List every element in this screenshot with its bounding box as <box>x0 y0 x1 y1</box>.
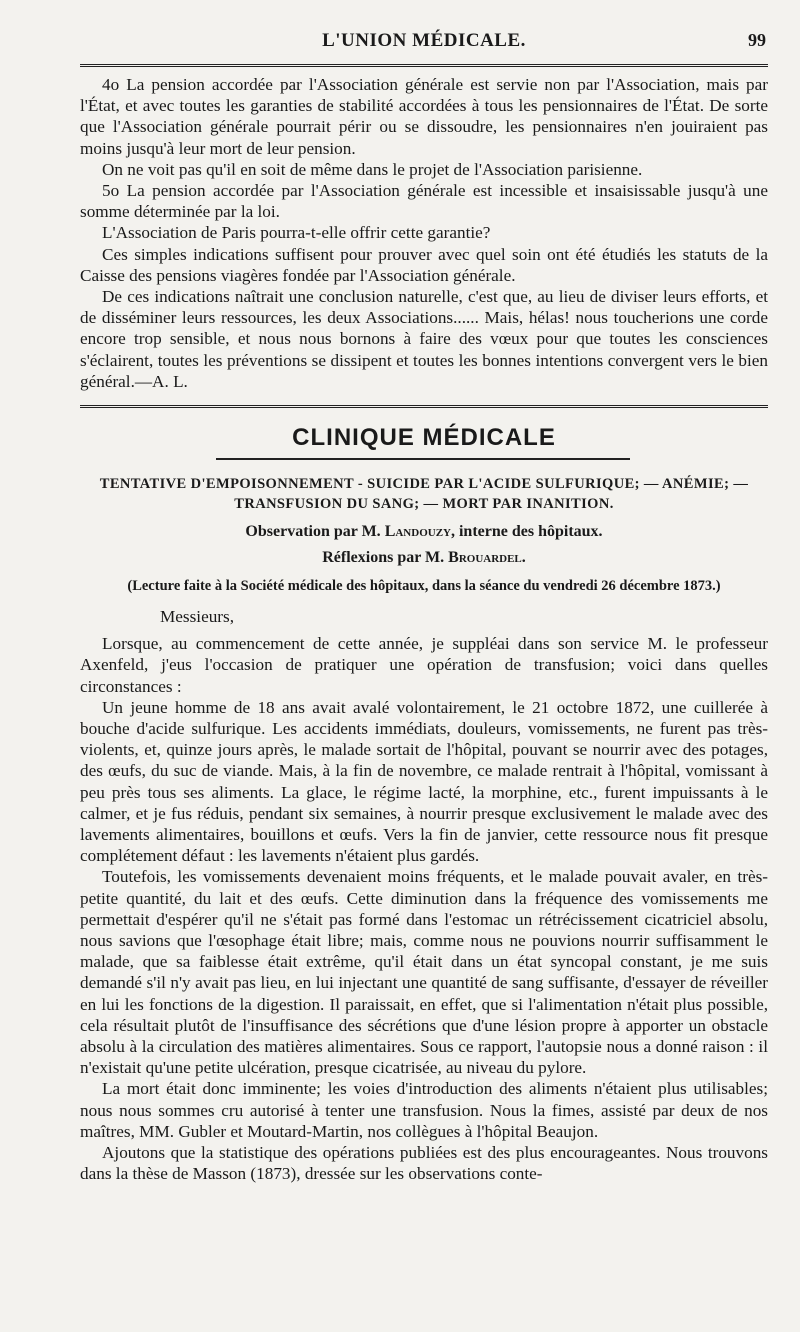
salutation: Messieurs, <box>160 607 234 626</box>
observation-prefix: Observation par M. <box>245 523 381 540</box>
reflexions-credit <box>80 548 768 568</box>
body-paragraph-5: Ajoutons que la statistique des opérations publiées est des plus encourageantes. Nous trouvons dans la thèse de Masson (1873), dressée sur les observations conte- <box>80 1143 768 1184</box>
intro-paragraph-3: 5o La pension accordée par l'Association générale est incessible et insaisissable jusqu'à une somme déterminée par la loi. <box>80 181 768 222</box>
intro-paragraph-1: 4o La pension accordée par l'Association générale est servie non par l'Association, mais par l'État, et avec toutes les garanties de stabilité accordées à tous les pensionnaires de l'État. De sorte que l'Association générale pourrait périr ou se dissoudre, les pensionnaires n'en jouiraient pas moins jusqu'à leur mort de leur pension. <box>80 75 768 158</box>
title-underline <box>216 458 630 460</box>
body-paragraph-4: La mort était donc imminente; les voies d'introduction des aliments n'étaient plus utilisables; nous nous sommes cru autorisé à tenter une transfusion. Nous la fimes, assisté par deux de nos maîtres, MM. Gubler et Moutard-Martin, nos collègues à l'hôpital Beaujon. <box>80 1079 768 1141</box>
intro-paragraph-6: De ces indications naîtrait une conclusion naturelle, c'est que, au lieu de diviser leurs efforts, et de disséminer leurs ressources, les deux Associations...... Mais, hélas! nous toucherions une corde encore trop sensible, et nous nous bornons à faire des vœux pour que toutes les consciences s'éclairent, toutes les préventions se dissipent et toutes les bonnes intentions convergent vers le bien général.—A. L. <box>80 287 768 391</box>
page-number: 99 <box>748 30 766 50</box>
header-rule <box>80 64 768 67</box>
journal-title: L'UNION MÉDICALE. <box>322 30 526 51</box>
article-subtitle-line-1: TENTATIVE D'EMPOISONNEMENT - SUICIDE PAR L'ACIDE SULFURIQUE; — ANÉMIE; — <box>99 476 749 492</box>
observation-author: Landouzy <box>384 523 451 540</box>
intro-paragraph-5: Ces simples indications suffisent pour prouver avec quel soin ont été étudiés les statuts de la Caisse des pensions viagères fondée par l'Association générale. <box>80 244 768 285</box>
section-title: CLINIQUE MÉDICALE <box>292 424 556 451</box>
reflexions-suffix: . <box>521 549 526 566</box>
observation-credit <box>80 522 768 542</box>
body-paragraph-2: Un jeune homme de 18 ans avait avalé volontairement, le 21 octobre 1872, une cuillerée à bouche d'acide sulfurique. Les accidents immédiats, douleurs, vomissements, ne furent pas très-violents, et, quinze jours après, le malade sortait de l'hôpital, pouvant se nourrir avec des potages, des œufs, du suc de viande. Mais, à la fin de novembre, ce malade rentrait à l'hôpital, vomissant à peu près tous ses aliments. La glace, le régime lacté, la morphine, etc., furent impuissants à le calmer, et je fus réduis, pendant six semaines, à nourrir presque exclusivement le malade avec des lavements alimentaires, bouillons et œufs. Vers la fin de janvier, cette ressource nous fit presque complétement défaut : les lavements n'étaient plus gardés. <box>80 697 768 866</box>
section-rule <box>80 405 768 408</box>
intro-text <box>80 74 768 392</box>
reflexions-author: Brouardel <box>448 549 522 566</box>
body-paragraph-3: Toutefois, les vomissements devenaient moins fréquents, et le malade pouvait avaler, en très-petite quantité, du lait et des œufs. Cette diminution dans la fréquence des vomissements me permettait d'espérer qu'il ne s'était pas formé dans l'estomac un rétrécissement cicatriciel absolu, nous savions que l'œsophage était libre; mais, comme nous ne pouvions nourrir suffisamment le malade, que sa faiblesse était extrême, qu'il était dans un état syncopal constant, je me suis demandé s'il n'y avait pas lieu, en lui injectant une quantité de sang suffisante, d'essayer de réveiller en lui les fonctions de la digestion. Il paraissait, en effet, que si l'alimentation n'était plus possible, cela résultait plutôt de l'insuffisance des sécrétions que d'une lésion propre à apporter un obstacle absolu à la circulation des matières alimentaires. Sous ce rapport, l'autopsie nous a donné raison : il n'existait qu'une petite ulcération, presque cicatrisée, au niveau du pylore. <box>80 867 768 1078</box>
intro-paragraph-4: L'Association de Paris pourra-t-elle offrir cette garantie? <box>102 223 491 243</box>
reading-note: (Lecture faite à la Société médicale des hôpitaux, dans la séance du vendredi 26 décembre 1873.) <box>127 578 721 594</box>
article-subtitle-line-2: TRANSFUSION DU SANG; — MORT PAR INANITION. <box>234 496 614 512</box>
intro-paragraph-2: On ne voit pas qu'il en soit de même dans le projet de l'Association parisienne. <box>102 159 643 179</box>
reflexions-prefix: Réflexions par M. <box>322 549 445 566</box>
observation-suffix: , interne des hôpitaux. <box>450 523 603 540</box>
page-header <box>80 30 768 56</box>
article-body <box>80 606 768 1184</box>
body-paragraph-1: Lorsque, au commencement de cette année, je suppléai dans son service M. le professeur Axenfeld, j'eus l'occasion de pratiquer une opération de transfusion; voici dans quelles circonstances : <box>80 634 768 696</box>
